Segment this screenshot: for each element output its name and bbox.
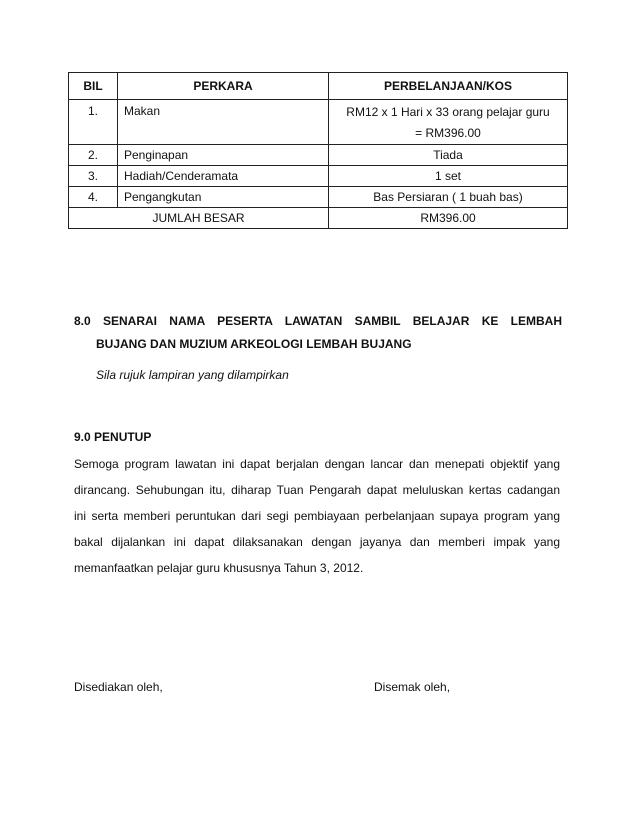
row-kos-line1: RM12 x 1 Hari x 33 orang pelajar guru <box>346 105 550 119</box>
table-row <box>69 166 568 187</box>
row-kos-line2: = RM396.00 <box>415 126 481 140</box>
table-row <box>69 187 568 208</box>
cost-table <box>68 72 568 229</box>
total-value: RM396.00 <box>329 208 568 229</box>
header-kos: PERBELANJAAN/KOS <box>329 73 568 100</box>
paragraph-line: ini serta memberi peruntukan dari segi pembiayaan perbelanjaan supaya program yang <box>74 509 560 523</box>
row-kos: Tiada <box>329 145 568 166</box>
row-kos: Bas Persiaran ( 1 buah bas) <box>329 187 568 208</box>
row-bil: 1. <box>69 100 118 145</box>
paragraph-line: memanfaatkan pelajar guru khususnya Tahun 3, 2012. <box>74 561 364 575</box>
reviewed-by-label: Disemak oleh, <box>374 680 451 694</box>
prepared-by-label: Disediakan oleh, <box>74 680 163 694</box>
section-9-paragraph <box>74 451 560 581</box>
paragraph-line: Semoga program lawatan ini dapat berjalan dengan lancar dan menepati objektif yang <box>74 457 560 471</box>
section-9-title: 9.0 PENUTUP <box>74 430 152 444</box>
header-perkara: PERKARA <box>118 73 329 100</box>
section-9 <box>74 430 560 581</box>
row-perkara: Hadiah/Cenderamata <box>118 166 329 187</box>
section-8-note: Sila rujuk lampiran yang dilampirkan <box>96 368 289 382</box>
row-bil: 3. <box>69 166 118 187</box>
header-bil: BIL <box>69 73 118 100</box>
table-row <box>69 100 568 145</box>
table-total-row <box>69 208 568 229</box>
row-bil: 4. <box>69 187 118 208</box>
row-perkara: Makan <box>118 100 329 145</box>
row-perkara: Pengangkutan <box>118 187 329 208</box>
row-kos <box>329 100 568 145</box>
row-bil: 2. <box>69 145 118 166</box>
paragraph-line: bakal dijalankan ini dapat dilaksanakan dengan jayanya dan memberi impak yang <box>74 535 560 549</box>
total-label: JUMLAH BESAR <box>69 208 329 229</box>
table-row <box>69 145 568 166</box>
section-8 <box>76 314 562 382</box>
paragraph-line: dirancang. Sehubungan itu, diharap Tuan Pengarah dapat meluluskan kertas cadangan <box>74 483 560 497</box>
row-kos: 1 set <box>329 166 568 187</box>
row-perkara: Penginapan <box>118 145 329 166</box>
table-header-row <box>69 73 568 100</box>
section-8-title-line2: BUJANG DAN MUZIUM ARKEOLOGI LEMBAH BUJANG <box>96 337 412 351</box>
section-8-title-line1: 8.0 SENARAI NAMA PESERTA LAWATAN SAMBIL BELAJAR KE LEMBAH <box>74 314 562 328</box>
